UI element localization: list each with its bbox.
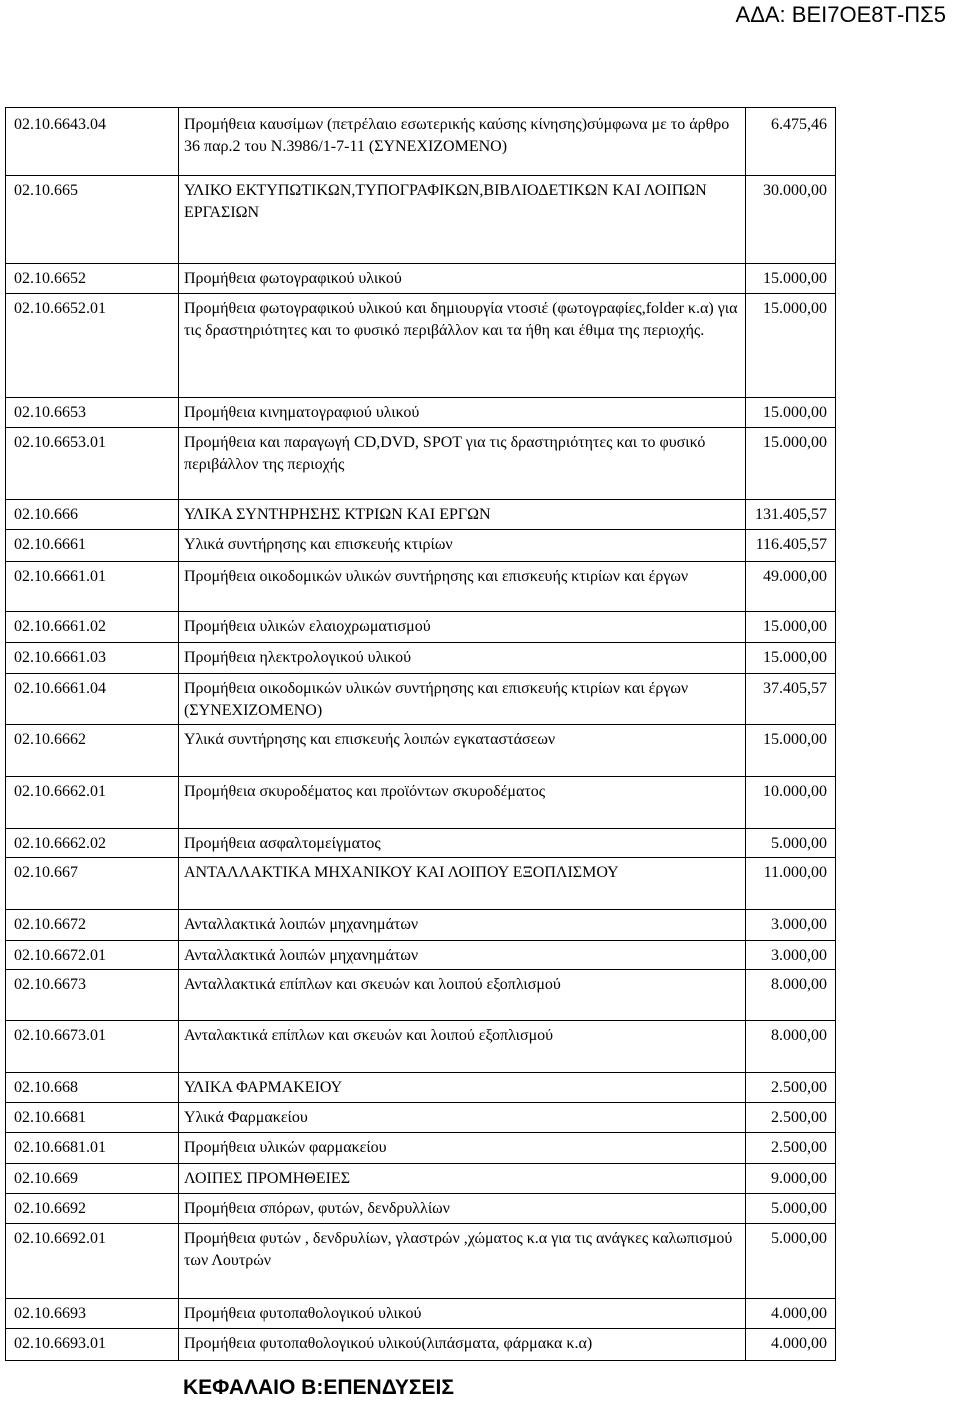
row-amount: 9.000,00: [746, 1164, 836, 1194]
row-description: ΥΛΙΚΑ ΦΑΡΜΑΚΕΙΟΥ: [179, 1073, 746, 1103]
row-description: ΥΛΙΚΑ ΣΥΝΤΗΡΗΣΗΣ ΚΤΡΙΩΝ ΚΑΙ ΕΡΓΩΝ: [179, 500, 746, 530]
row-code: 02.10.6692: [6, 1194, 179, 1224]
row-code: 02.10.6661.04: [6, 674, 179, 725]
row-amount: 15.000,00: [746, 294, 836, 398]
row-code: 02.10.6693.01: [6, 1329, 179, 1361]
row-amount: 15.000,00: [746, 398, 836, 428]
row-code: 02.10.6653: [6, 398, 179, 428]
row-code: 02.10.665: [6, 176, 179, 264]
row-amount: 2.500,00: [746, 1133, 836, 1164]
row-amount: 2.500,00: [746, 1103, 836, 1133]
row-description: ΛΟΙΠΕΣ ΠΡΟΜΗΘΕΙΕΣ: [179, 1164, 746, 1194]
table-row: [6, 1103, 836, 1133]
row-description: Ανταλακτικά επίπλων και σκευών και λοιπού εξοπλισμού: [179, 1021, 746, 1073]
row-code: 02.10.6661.03: [6, 643, 179, 674]
table-row: [6, 910, 836, 941]
table-row: [6, 777, 836, 829]
row-description: Προμήθεια ηλεκτρολογικού υλικού: [179, 643, 746, 674]
row-amount: 116.405,57: [746, 530, 836, 562]
row-description: Προμήθεια σκυροδέματος και προϊόντων σκυροδέματος: [179, 777, 746, 829]
row-amount: 5.000,00: [746, 829, 836, 858]
table-row: [6, 530, 836, 562]
row-code: 02.10.6673.01: [6, 1021, 179, 1073]
row-code: 02.10.6681.01: [6, 1133, 179, 1164]
table-row: [6, 1299, 836, 1329]
row-description: Προμήθεια και παραγωγή CD,DVD, SPOT για τις δραστηριότητες και το φυσικό περιβάλλον της περιοχής: [179, 428, 746, 500]
table-row: [6, 858, 836, 910]
row-description: Προμήθεια σπόρων, φυτών, δενδρυλλίων: [179, 1194, 746, 1224]
row-description: Προμήθεια ασφαλτομείγματος: [179, 829, 746, 858]
row-description: Ανταλλακτικά λοιπών μηχανημάτων: [179, 941, 746, 970]
row-description: Ανταλλακτικά λοιπών μηχανημάτων: [179, 910, 746, 941]
row-description: Υλικά Φαρμακείου: [179, 1103, 746, 1133]
row-description: Προμήθεια καυσίμων (πετρέλαιο εσωτερικής καύσης κίνησης)σύμφωνα με το άρθρο 36 παρ.2 του Ν.3986/1-7-11 (ΣΥΝΕΧΙΖΟΜΕΝΟ): [179, 108, 746, 176]
table-row: [6, 970, 836, 1021]
table-row: [6, 562, 836, 612]
row-code: 02.10.6681: [6, 1103, 179, 1133]
row-description: ΑΝΤΑΛΛΑΚΤΙΚΑ ΜΗΧΑΝΙΚΟΥ ΚΑΙ ΛΟΙΠΟΥ ΕΞΟΠΛΙΣΜΟΥ: [179, 858, 746, 910]
table-row: [6, 1164, 836, 1194]
row-description: Προμήθεια οικοδομικών υλικών συντήρησης και επισκευής κτιρίων και έργων: [179, 562, 746, 612]
table-row: [6, 725, 836, 777]
row-description: Προμήθεια φυτοπαθολογικού υλικού(λιπάσματα, φάρμακα κ.α): [179, 1329, 746, 1361]
budget-table: [5, 107, 836, 1361]
row-description: Προμήθεια φωτογραφικού υλικού: [179, 264, 746, 294]
table-row: [6, 1224, 836, 1299]
row-amount: 5.000,00: [746, 1194, 836, 1224]
row-description: Προμήθεια φυτοπαθολογικού υλικού: [179, 1299, 746, 1329]
table-row: [6, 941, 836, 970]
table-row: [6, 1194, 836, 1224]
row-description: Προμήθεια κινηματογραφιού υλικού: [179, 398, 746, 428]
table-row: [6, 176, 836, 264]
row-description: Προμήθεια υλικών φαρμακείου: [179, 1133, 746, 1164]
row-code: 02.10.666: [6, 500, 179, 530]
row-amount: 3.000,00: [746, 941, 836, 970]
row-description: Υλικά συντήρησης και επισκευής κτιρίων: [179, 530, 746, 562]
table-row: [6, 500, 836, 530]
table-row: [6, 294, 836, 398]
row-amount: 15.000,00: [746, 428, 836, 500]
row-code: 02.10.668: [6, 1073, 179, 1103]
row-amount: 10.000,00: [746, 777, 836, 829]
row-amount: 15.000,00: [746, 725, 836, 777]
row-code: 02.10.6653.01: [6, 428, 179, 500]
row-amount: 49.000,00: [746, 562, 836, 612]
document-ada-code: ΑΔΑ: ΒΕΙ7ΟΕ8Τ-ΠΣ5: [735, 2, 946, 27]
row-amount: 30.000,00: [746, 176, 836, 264]
row-code: 02.10.6692.01: [6, 1224, 179, 1299]
table-row: [6, 1133, 836, 1164]
row-description: Προμήθεια οικοδομικών υλικών συντήρησης και επισκευής κτιρίων και έργων (ΣΥΝΕΧΙΖΟΜΕΝΟ): [179, 674, 746, 725]
table-row: [6, 428, 836, 500]
table-row: [6, 1329, 836, 1361]
row-amount: 131.405,57: [746, 500, 836, 530]
row-code: 02.10.669: [6, 1164, 179, 1194]
row-code: 02.10.6652: [6, 264, 179, 294]
row-amount: 8.000,00: [746, 1021, 836, 1073]
row-description: Προμήθεια φωτογραφικού υλικού και δημιουργία ντοσιέ (φωτογραφίες,folder κ.α) για τις δραστηριότητες και το φυσικό περιβάλλον και τα ήθη και έθιμα της περιοχής.: [179, 294, 746, 398]
table-row: [6, 264, 836, 294]
row-description: ΥΛΙΚΟ ΕΚΤΥΠΩΤΙΚΩΝ,ΤΥΠΟΓΡΑΦΙΚΩΝ,ΒΙΒΛΙΟΔΕΤΙΚΩΝ ΚΑΙ ΛΟΙΠΩΝ ΕΡΓΑΣΙΩΝ: [179, 176, 746, 264]
row-amount: 15.000,00: [746, 643, 836, 674]
row-code: 02.10.6693: [6, 1299, 179, 1329]
budget-table-body: [6, 108, 836, 1361]
row-amount: 15.000,00: [746, 264, 836, 294]
row-amount: 8.000,00: [746, 970, 836, 1021]
row-amount: 11.000,00: [746, 858, 836, 910]
row-amount: 37.405,57: [746, 674, 836, 725]
row-amount: 4.000,00: [746, 1299, 836, 1329]
row-code: 02.10.6662.02: [6, 829, 179, 858]
row-description: Ανταλλακτικά επίπλων και σκευών και λοιπού εξοπλισμού: [179, 970, 746, 1021]
table-row: [6, 1073, 836, 1103]
row-code: 02.10.667: [6, 858, 179, 910]
row-code: 02.10.6672.01: [6, 941, 179, 970]
table-row: [6, 612, 836, 643]
table-row: [6, 829, 836, 858]
row-code: 02.10.6661.02: [6, 612, 179, 643]
row-description: Προμήθεια υλικών ελαιοχρωματισμού: [179, 612, 746, 643]
row-code: 02.10.6662: [6, 725, 179, 777]
row-amount: 3.000,00: [746, 910, 836, 941]
row-amount: 2.500,00: [746, 1073, 836, 1103]
row-amount: 6.475,46: [746, 108, 836, 176]
chapter-title: ΚΕΦΑΛΑΙΟ Β:ΕΠΕΝΔΥΣΕΙΣ: [183, 1376, 454, 1399]
row-amount: 4.000,00: [746, 1329, 836, 1361]
row-code: 02.10.6672: [6, 910, 179, 941]
row-code: 02.10.6643.04: [6, 108, 179, 176]
row-code: 02.10.6662.01: [6, 777, 179, 829]
table-row: [6, 643, 836, 674]
row-description: Προμήθεια φυτών , δενδρυλίων, γλαστρών ,χώματος κ.α για τις ανάγκες καλωπισμού των Λουτρών: [179, 1224, 746, 1299]
table-row: [6, 398, 836, 428]
row-amount: 5.000,00: [746, 1224, 836, 1299]
table-row: [6, 674, 836, 725]
row-amount: 15.000,00: [746, 612, 836, 643]
table-row: [6, 1021, 836, 1073]
row-code: 02.10.6661: [6, 530, 179, 562]
row-code: 02.10.6673: [6, 970, 179, 1021]
row-code: 02.10.6661.01: [6, 562, 179, 612]
row-description: Υλικά συντήρησης και επισκευής λοιπών εγκαταστάσεων: [179, 725, 746, 777]
row-code: 02.10.6652.01: [6, 294, 179, 398]
table-row: [6, 108, 836, 176]
